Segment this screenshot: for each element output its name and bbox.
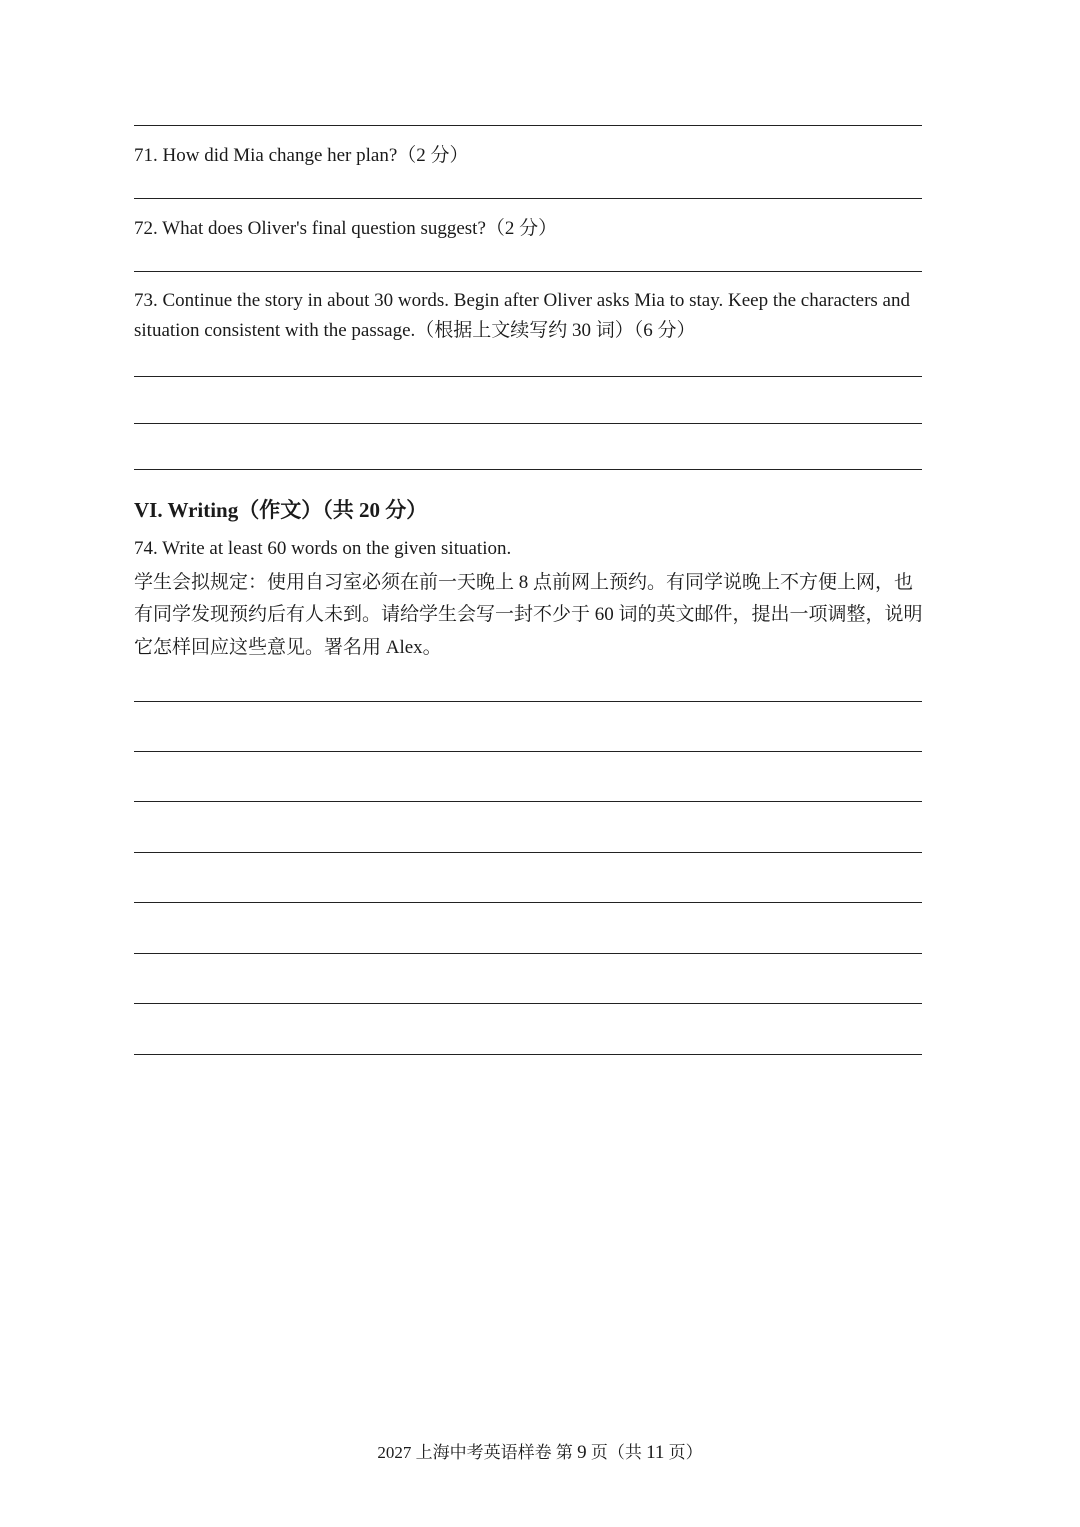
section-heading-writing: VI. Writing（作文）（共 20 分） xyxy=(134,498,428,522)
answer-line xyxy=(134,125,922,126)
answer-line-73 xyxy=(134,376,922,377)
writing-line xyxy=(134,1003,922,1004)
writing-line xyxy=(134,701,922,702)
writing-prompt-line-2: 有同学发现预约后有人未到。请给学生会写一封不少于 60 词的英文邮件，提出一项调整，说明 xyxy=(134,604,923,625)
footer-mid: 页（共 xyxy=(590,1443,642,1462)
writing-prompt-line-1: 学生会拟规定：使用自习室必须在前一天晚上 8 点前网上预约。有同学说晚上不方便上网，也 xyxy=(134,572,914,593)
writing-line xyxy=(134,902,922,903)
question-72: 72. What does Oliver's final question suggest?（2 分） xyxy=(134,218,558,239)
footer-suffix: 页） xyxy=(668,1443,703,1462)
writing-line xyxy=(134,953,922,954)
question-71: 71. How did Mia change her plan?（2 分） xyxy=(134,145,469,166)
footer-total-pages: 11 xyxy=(646,1442,665,1463)
question-74: 74. Write at least 60 words on the given situation. xyxy=(134,538,512,559)
writing-prompt-line-3: 它怎样回应这些意见。署名用 Alex。 xyxy=(134,637,442,658)
writing-line xyxy=(134,751,922,752)
footer-page-number: 9 xyxy=(577,1442,587,1463)
writing-line xyxy=(134,1054,922,1055)
answer-line-73 xyxy=(134,423,922,424)
writing-line xyxy=(134,852,922,853)
writing-line xyxy=(134,801,922,802)
answer-line-73 xyxy=(134,469,922,470)
answer-line-72 xyxy=(134,271,922,272)
footer-prefix: 2027 上海中考英语样卷 第 xyxy=(377,1443,573,1462)
question-73-line-2: situation consistent with the passage.（根据上文续写约 30 词）（6 分） xyxy=(134,320,696,341)
page-footer xyxy=(0,1438,1080,1464)
question-73-line-1: 73. Continue the story in about 30 words. Begin after Oliver asks Mia to stay. Keep the characters and xyxy=(134,290,910,311)
answer-line-71 xyxy=(134,198,922,199)
